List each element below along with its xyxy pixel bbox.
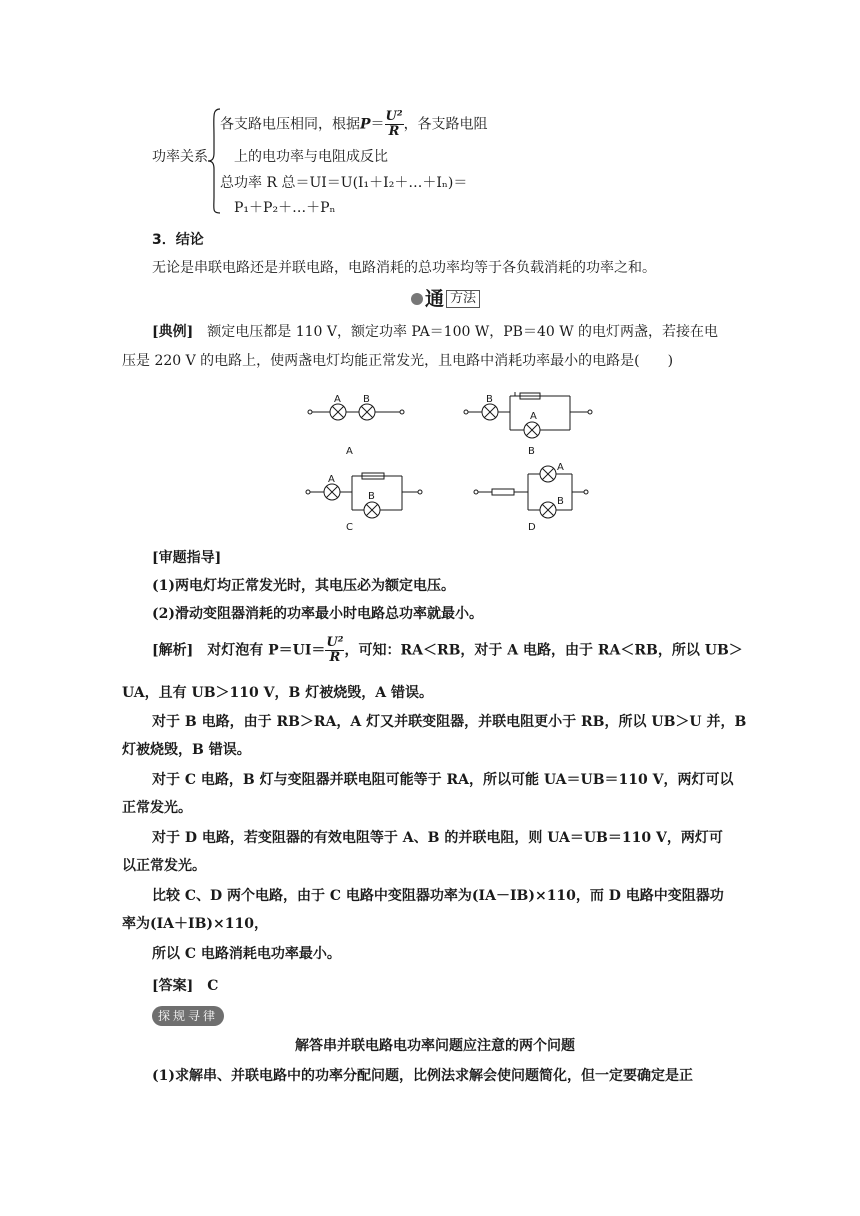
circuit-b — [464, 392, 592, 438]
analysis-line1: [解析] 对灯泡有 P＝UI＝ $\frac{\text{U²}}{R}$ ，可知：RA＜RB，对于 A 电路，由于 RA＜RB，所以 UB＞ — [152, 635, 743, 665]
circuit-a — [308, 404, 404, 420]
circuit-c-label: C — [346, 522, 353, 533]
tips-title: 解答串并联电路电功率问题应注意的两个问题 — [295, 1038, 575, 1054]
badge-arrow-icon — [411, 293, 423, 305]
guide-heading: [审题指导] — [152, 550, 222, 566]
method-badge-big: 通 — [425, 288, 445, 310]
section3-text: 无论是串联电路还是并联电路，电路消耗的总功率均等于各负载消耗的功率之和。 — [152, 260, 656, 276]
answer-value: C — [207, 978, 219, 994]
tips-item1: (1)求解串、并联电路中的功率分配问题，比例法求解会使问题简化，但一定要确定是正 — [152, 1068, 693, 1084]
answer-line — [152, 976, 218, 996]
analysis-line11: 所以 C 电路消耗电功率最小。 — [152, 946, 341, 962]
guide-item1: (1)两电灯均正常发光时，其电压必为额定电压。 — [152, 578, 455, 594]
method-badge — [411, 288, 480, 310]
example-tag: [典例] — [152, 324, 194, 340]
circuit-c-lamp-b: B — [368, 491, 375, 502]
analysis-line9: 比较 C、D 两个电路，由于 C 电路中变阻器功率为(IA－IB)×110，而 D 电路中变阻器功 — [152, 888, 724, 904]
power-relation-line3: 总功率 R 总＝UI＝U(I₁＋I₂＋…＋Iₙ)＝ — [220, 175, 468, 191]
power-relation-line4: P₁＋P₂＋…＋Pₙ — [234, 200, 336, 216]
power-relation-line1: 各支路电压相同，根据P＝ $\frac{\text{U²}}{R}$ ，各支路电阻 — [220, 109, 488, 139]
circuit-d-lamp-a: A — [557, 462, 564, 473]
analysis-line4: 灯被烧毁，B 错误。 — [122, 742, 251, 758]
analysis-line10: 率为(IA＋IB)×110， — [122, 916, 268, 932]
circuit-b-lamp-a: A — [530, 411, 537, 422]
circuit-d-lamp-b: B — [557, 496, 564, 507]
example-line2: 压是 220 V 的电路上，使两盏电灯均能正常发光，且电路中消耗功率最小的电路是( ) — [122, 353, 674, 369]
circuit-b-label: B — [528, 446, 535, 457]
circuit-a-label: A — [346, 446, 353, 457]
analysis-line3: 对于 B 电路，由于 RB＞RA，A 灯又并联变阻器，并联电阻更小于 RB，所以 UB＞U 并，B — [152, 714, 747, 730]
analysis-line7: 对于 D 电路，若变阻器的有效电阻等于 A、B 的并联电阻，则 UA＝UB＝110 V，两灯可 — [152, 830, 723, 846]
power-relation-line2: 上的电功率与电阻成反比 — [234, 149, 388, 165]
circuit-a-lamp-b: B — [363, 394, 370, 405]
circuit-c-lamp-a: A — [328, 474, 335, 485]
analysis-fraction: $\frac{\text{U²}}{R}$ — [326, 635, 344, 665]
circuit-d-label: D — [528, 522, 536, 533]
rule-badge: 探规寻律 — [152, 1006, 224, 1026]
guide-item2: (2)滑动变阻器消耗的功率最小时电路总功率就最小。 — [152, 606, 483, 622]
method-badge-small: 方法 — [446, 290, 480, 308]
circuit-b-lamp-b: B — [486, 394, 493, 405]
analysis-line6: 正常发光。 — [122, 800, 192, 816]
answer-tag: [答案] — [152, 978, 194, 994]
analysis-tag: [解析] — [152, 642, 194, 659]
circuit-d — [474, 466, 588, 518]
example-line1: [典例] 额定电压都是 110 V，额定功率 PA＝100 W，PB＝40 W 的电灯两盏，若接在电 — [152, 324, 719, 340]
analysis-line8: 以正常发光。 — [122, 858, 206, 874]
section3-heading: 3．结论 — [152, 232, 204, 248]
power-relation-label: 功率关系 — [152, 149, 208, 165]
circuit-a-lamp-a: A — [334, 394, 341, 405]
analysis-line2: UA，且有 UB＞110 V，B 灯被烧毁，A 错误。 — [122, 685, 433, 701]
analysis-line5: 对于 C 电路，B 灯与变阻器并联电阻可能等于 RA，所以可能 UA＝UB＝110 V，两灯可以 — [152, 772, 734, 788]
circuit-c — [306, 473, 422, 518]
circuit-diagrams — [300, 392, 620, 540]
fraction-u2-over-r: $\frac{\text{U²}}{R}$ — [385, 109, 403, 139]
